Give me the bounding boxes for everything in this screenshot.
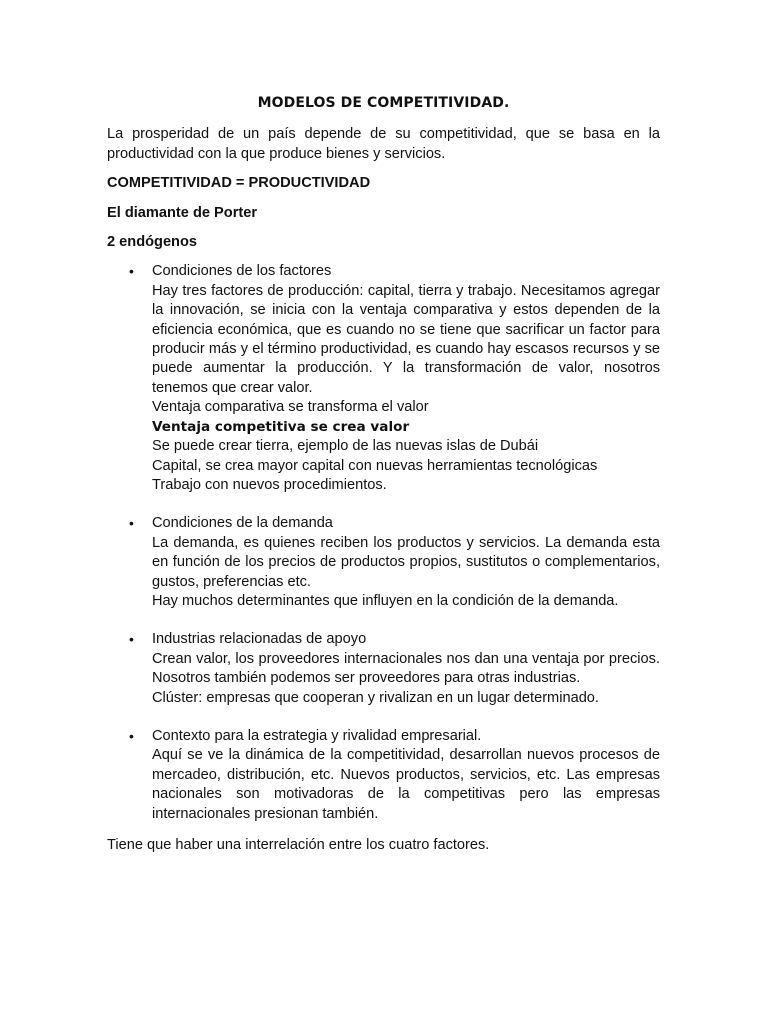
closing-paragraph: Tiene que haber una interrelación entre los cuatro factores. bbox=[107, 837, 490, 853]
list-item-heading: Contexto para la estrategia y rivalidad empresarial. bbox=[152, 727, 482, 744]
list-item-paragraph: Crean valor, los proveedores internacionales nos dan una ventaja por precios. Nosotros también podemos ser proveedores para otras industrias. bbox=[152, 650, 660, 687]
list-item-industrias bbox=[107, 630, 660, 708]
equation-heading: COMPETITIVIDAD = PRODUCTIVIDAD bbox=[107, 175, 371, 192]
list-item-line: Capital, se crea mayor capital con nuevas herramientas tecnológicas bbox=[152, 457, 598, 474]
list-item-factores bbox=[107, 262, 660, 495]
document-page bbox=[107, 94, 660, 855]
bullet-icon: • bbox=[129, 631, 134, 648]
list-item-paragraph: Aquí se ve la dinámica de la competitividad, desarrollan nuevos procesos de mercadeo, distribución, etc. Nuevos productos, servicios, etc. Las empresas nacionales son motivadoras de la competitivas pero las empresas internacionales presionan también. bbox=[152, 747, 660, 822]
list-item-line: Clúster: empresas que cooperan y rivalizan en un lugar determinado. bbox=[152, 689, 599, 706]
list-item-strong-line: Ventaja competitiva se crea valor bbox=[152, 418, 410, 435]
list-item-line: Trabajo con nuevos procedimientos. bbox=[152, 476, 387, 493]
list-item-line: Se puede crear tierra, ejemplo de las nuevas islas de Dubái bbox=[152, 438, 539, 455]
list-item-contexto bbox=[107, 727, 660, 824]
list-item-demanda bbox=[107, 514, 660, 611]
list-item-paragraph: Hay tres factores de producción: capital, tierra y trabajo. Necesitamos agregar la innovación, se inicia con la ventaja comparativa y estos dependen de la eficiencia económica, que es cuando no se tiene que sacrificar un factor para producir más y el término productividad, es cuando hay escasos recursos y se puede aumentar la producción. Y la transformación de valor, nosotros tenemos que crear valor. bbox=[152, 282, 660, 396]
subsection-title: 2 endógenos bbox=[107, 234, 198, 251]
factor-list bbox=[107, 262, 660, 824]
list-item-heading: Condiciones de los factores bbox=[152, 263, 332, 280]
list-item-paragraph: La demanda, es quienes reciben los productos y servicios. La demanda esta en función de los precios de productos propios, sustitutos o complementarios, gustos, preferencias etc. bbox=[152, 534, 660, 590]
bullet-icon: • bbox=[129, 263, 134, 280]
list-item-heading: Industrias relacionadas de apoyo bbox=[152, 631, 367, 648]
section-title: El diamante de Porter bbox=[107, 204, 258, 221]
list-item-heading: Condiciones de la demanda bbox=[152, 515, 333, 532]
bullet-icon: • bbox=[129, 515, 134, 532]
document-title: MODELOS DE COMPETITIVIDAD. bbox=[257, 95, 510, 111]
bullet-icon: • bbox=[129, 727, 134, 744]
intro-paragraph: La prosperidad de un país depende de su competitividad, que se basa en la productividad con la que produce bienes y servicios. bbox=[107, 126, 660, 162]
list-item-line: Hay muchos determinantes que influyen en la condición de la demanda. bbox=[152, 592, 619, 609]
list-item-line: Ventaja comparativa se transforma el valor bbox=[152, 399, 429, 416]
